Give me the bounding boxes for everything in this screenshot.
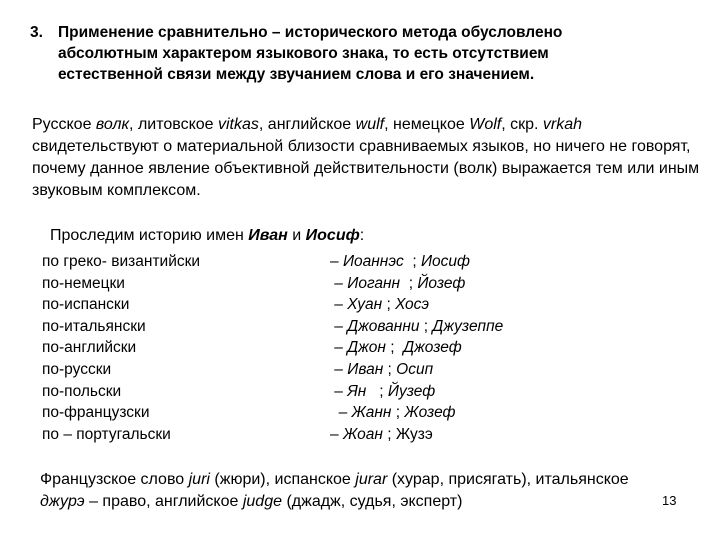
ivan-form: Иван [347, 360, 384, 378]
word-wolf: Wolf [469, 116, 502, 133]
text: и [287, 227, 306, 244]
word-vitkas: vitkas [218, 116, 259, 133]
separator: ; [382, 425, 396, 443]
separator: ; [419, 317, 433, 335]
name-forms [330, 424, 602, 446]
iosif-form: Хосэ [395, 296, 430, 314]
name-forms [330, 294, 602, 316]
dash: – [330, 317, 348, 335]
names-row [42, 294, 602, 316]
iosif-form: Йозеф [417, 274, 466, 292]
ivan-form: Джон [347, 339, 386, 357]
page-number: 13 [662, 493, 677, 508]
heading-number: 3. [30, 24, 43, 41]
names-row [42, 402, 602, 424]
word-dzhure: джурэ [40, 493, 85, 510]
ivan-form: Хуан [347, 296, 383, 314]
iosif-form: Осип [396, 360, 434, 378]
iosif-form: Жозеф [404, 404, 456, 422]
wolf-paragraph [32, 114, 702, 202]
text: Русское [32, 116, 96, 133]
name-forms [330, 381, 602, 403]
text: (хурар, присягать), итальянское [387, 471, 629, 488]
text: , английское [258, 116, 356, 133]
separator: ; [403, 253, 421, 270]
text: : [359, 227, 365, 244]
separator: ; [383, 360, 397, 378]
dash: – [330, 360, 348, 378]
language-label: по-немецки [42, 274, 125, 292]
separator: ; [366, 382, 388, 400]
word-judge: judge [242, 493, 282, 510]
names-row [42, 381, 602, 403]
footer-paragraph [40, 469, 640, 513]
ivan-form: Джованни [347, 317, 420, 335]
separator: ; [400, 274, 418, 292]
dash: – [330, 274, 348, 292]
ivan-form: Ян [347, 382, 367, 400]
text: Проследим историю имен [50, 227, 249, 244]
names-intro [50, 225, 364, 247]
language-label: по – португальски [42, 425, 171, 443]
word-wulf: wulf [355, 116, 385, 133]
word-vrkah: vrkah [542, 116, 583, 133]
word-juri: juri [188, 471, 210, 488]
heading-line-3: естественной связи между звучанием слова и его значением. [58, 66, 535, 83]
language-label: по-русски [42, 360, 112, 378]
iosif-form: Джузеппе [432, 317, 504, 335]
text: , литовское [129, 116, 218, 133]
name-forms [330, 316, 602, 338]
name-ivan: Иван [248, 227, 288, 244]
names-table [42, 251, 602, 445]
separator: ; [391, 404, 405, 422]
names-row [42, 359, 602, 381]
dash: – [330, 296, 348, 314]
names-row [42, 316, 602, 338]
ivan-form: Жоан [342, 425, 383, 443]
ivan-form: Иоаннэс [342, 253, 404, 270]
text: – право, английское [84, 493, 243, 510]
separator: ; [382, 296, 396, 314]
text: (джадж, судья, эксперт) [282, 493, 463, 510]
name-forms [330, 402, 602, 424]
iosif-form: Иосиф [420, 253, 470, 270]
language-label: по-итальянски [42, 317, 146, 335]
language-label: по-французски [42, 404, 150, 422]
text: , немецкое [384, 116, 470, 133]
dash: – [330, 253, 343, 270]
dash: – [330, 425, 343, 443]
names-row [42, 337, 602, 359]
language-label: по греко- византийски [42, 253, 201, 270]
language-label: по-польски [42, 382, 122, 400]
heading-line-2: абсолютным характером языкового знака, то есть отсутствием [58, 45, 549, 62]
name-forms [330, 359, 602, 381]
ivan-form: Жанн [351, 404, 392, 422]
names-row [42, 273, 602, 295]
text: Французское слово [40, 471, 189, 488]
name-forms [330, 251, 602, 273]
names-row [42, 251, 602, 273]
text: , скр. [501, 116, 543, 133]
text: свидетельствуют о материальной близости сравниваемых языков, но ничего не говорят, почему данное явление объективной действительности (волк) выражается тем или иным звуковым комплексом. [32, 138, 700, 199]
word-volk: волк [95, 116, 130, 133]
dash: – [330, 339, 348, 357]
language-label: по-английски [42, 339, 137, 357]
heading-line-1: Применение сравнительно – исторического метода обусловлено [58, 24, 563, 41]
iosif-form: Жузэ [395, 425, 433, 443]
name-forms [330, 273, 602, 295]
word-jurar: jurar [355, 471, 388, 488]
separator: ; [385, 339, 404, 357]
ivan-form: Иоганн [347, 274, 401, 292]
name-forms [330, 337, 602, 359]
name-iosif: Иосиф [305, 227, 360, 244]
language-label: по-испански [42, 296, 130, 314]
iosif-form: Йузеф [387, 382, 436, 400]
iosif-form: Джозеф [403, 339, 462, 357]
dash: – [330, 404, 352, 422]
slide-heading [30, 22, 700, 85]
heading-text [58, 22, 700, 85]
dash: – [330, 382, 348, 400]
text: (жюри), испанское [209, 471, 356, 488]
names-row [42, 424, 602, 446]
